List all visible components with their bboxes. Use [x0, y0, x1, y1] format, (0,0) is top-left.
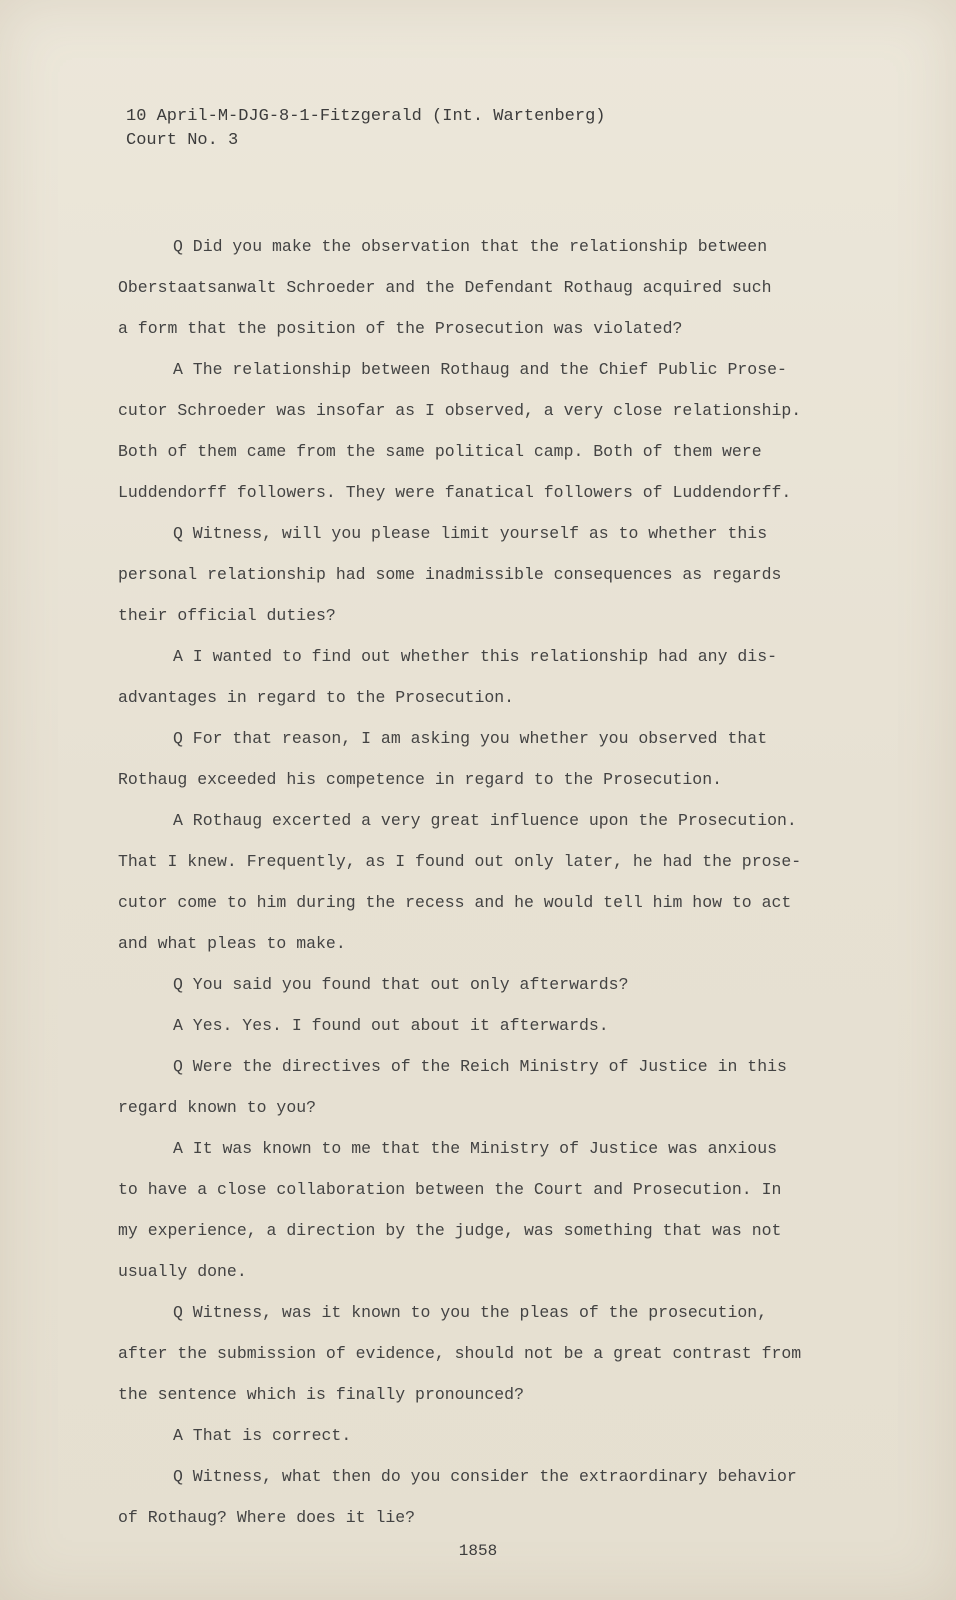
transcript-line: regard known to you? — [118, 1098, 317, 1117]
transcript-paragraph — [118, 800, 838, 964]
transcript-line: Q Witness, was it known to you the pleas of the prosecution, — [173, 1303, 768, 1322]
transcript-line: A Yes. Yes. I found out about it afterwards. — [173, 1016, 609, 1035]
transcript-paragraph — [118, 1292, 838, 1415]
document-header — [126, 105, 605, 153]
transcript-paragraph — [118, 1046, 838, 1128]
header-session-line: 10 April-M-DJG-8-1-Fitzgerald (Int. Wartenberg) — [126, 107, 606, 126]
transcript-line: Q Witness, what then do you consider the extraordinary behavior — [173, 1467, 797, 1486]
transcript-line: A The relationship between Rothaug and the Chief Public Prose- — [173, 360, 787, 379]
transcript-line: Q Witness, will you please limit yourself as to whether this — [173, 524, 768, 543]
transcript-paragraph — [118, 1128, 838, 1292]
transcript-line: A That is correct. — [173, 1426, 352, 1445]
transcript-line: A Rothaug excerted a very great influence upon the Prosecution. — [173, 811, 797, 830]
page-number: 1858 — [458, 1542, 498, 1560]
transcript-line: their official duties? — [118, 606, 336, 625]
transcript-body — [118, 226, 838, 1538]
transcript-line: the sentence which is finally pronounced? — [118, 1385, 524, 1404]
transcript-line: Q You said you found that out only afterwards? — [173, 975, 629, 994]
transcript-paragraph — [118, 1456, 838, 1538]
transcript-line: my experience, a direction by the judge, was something that was not — [118, 1221, 782, 1240]
transcript-line: A I wanted to find out whether this relationship had any dis- — [173, 647, 777, 666]
transcript-line: of Rothaug? Where does it lie? — [118, 1508, 416, 1527]
transcript-line: Q For that reason, I am asking you whether you observed that — [173, 729, 768, 748]
transcript-line: Both of them came from the same political camp. Both of them were — [118, 442, 762, 461]
transcript-line: usually done. — [118, 1262, 247, 1281]
transcript-line: personal relationship had some inadmissible consequences as regards — [118, 565, 782, 584]
transcript-paragraph — [118, 513, 838, 636]
transcript-line: advantages in regard to the Prosecution. — [118, 688, 515, 707]
transcript-paragraph — [118, 349, 838, 513]
header-court-line: Court No. 3 — [126, 131, 239, 150]
transcript-line: Q Were the directives of the Reich Ministry of Justice in this — [173, 1057, 787, 1076]
transcript-line: A It was known to me that the Ministry of Justice was anxious — [173, 1139, 777, 1158]
transcript-line: Luddendorff followers. They were fanatical followers of Luddendorff. — [118, 483, 792, 502]
transcript-line: cutor Schroeder was insofar as I observed, a very close relationship. — [118, 401, 802, 420]
transcript-line: to have a close collaboration between the Court and Prosecution. In — [118, 1180, 782, 1199]
transcript-paragraph — [118, 964, 838, 1005]
transcript-line: a form that the position of the Prosecution was violated? — [118, 319, 683, 338]
transcript-line: after the submission of evidence, should not be a great contrast from — [118, 1344, 802, 1363]
transcript-paragraph — [118, 636, 838, 718]
transcript-line: That I knew. Frequently, as I found out only later, he had the prose- — [118, 852, 802, 871]
transcript-line: Oberstaatsanwalt Schroeder and the Defendant Rothaug acquired such — [118, 278, 772, 297]
transcript-line: and what pleas to make. — [118, 934, 346, 953]
transcript-line: Q Did you make the observation that the relationship between — [173, 237, 768, 256]
transcript-line: cutor come to him during the recess and he would tell him how to act — [118, 893, 792, 912]
transcript-paragraph — [118, 226, 838, 349]
transcript-paragraph — [118, 1005, 838, 1046]
transcript-paragraph — [118, 1415, 838, 1456]
transcript-paragraph — [118, 718, 838, 800]
transcript-line: Rothaug exceeded his competence in regard to the Prosecution. — [118, 770, 722, 789]
